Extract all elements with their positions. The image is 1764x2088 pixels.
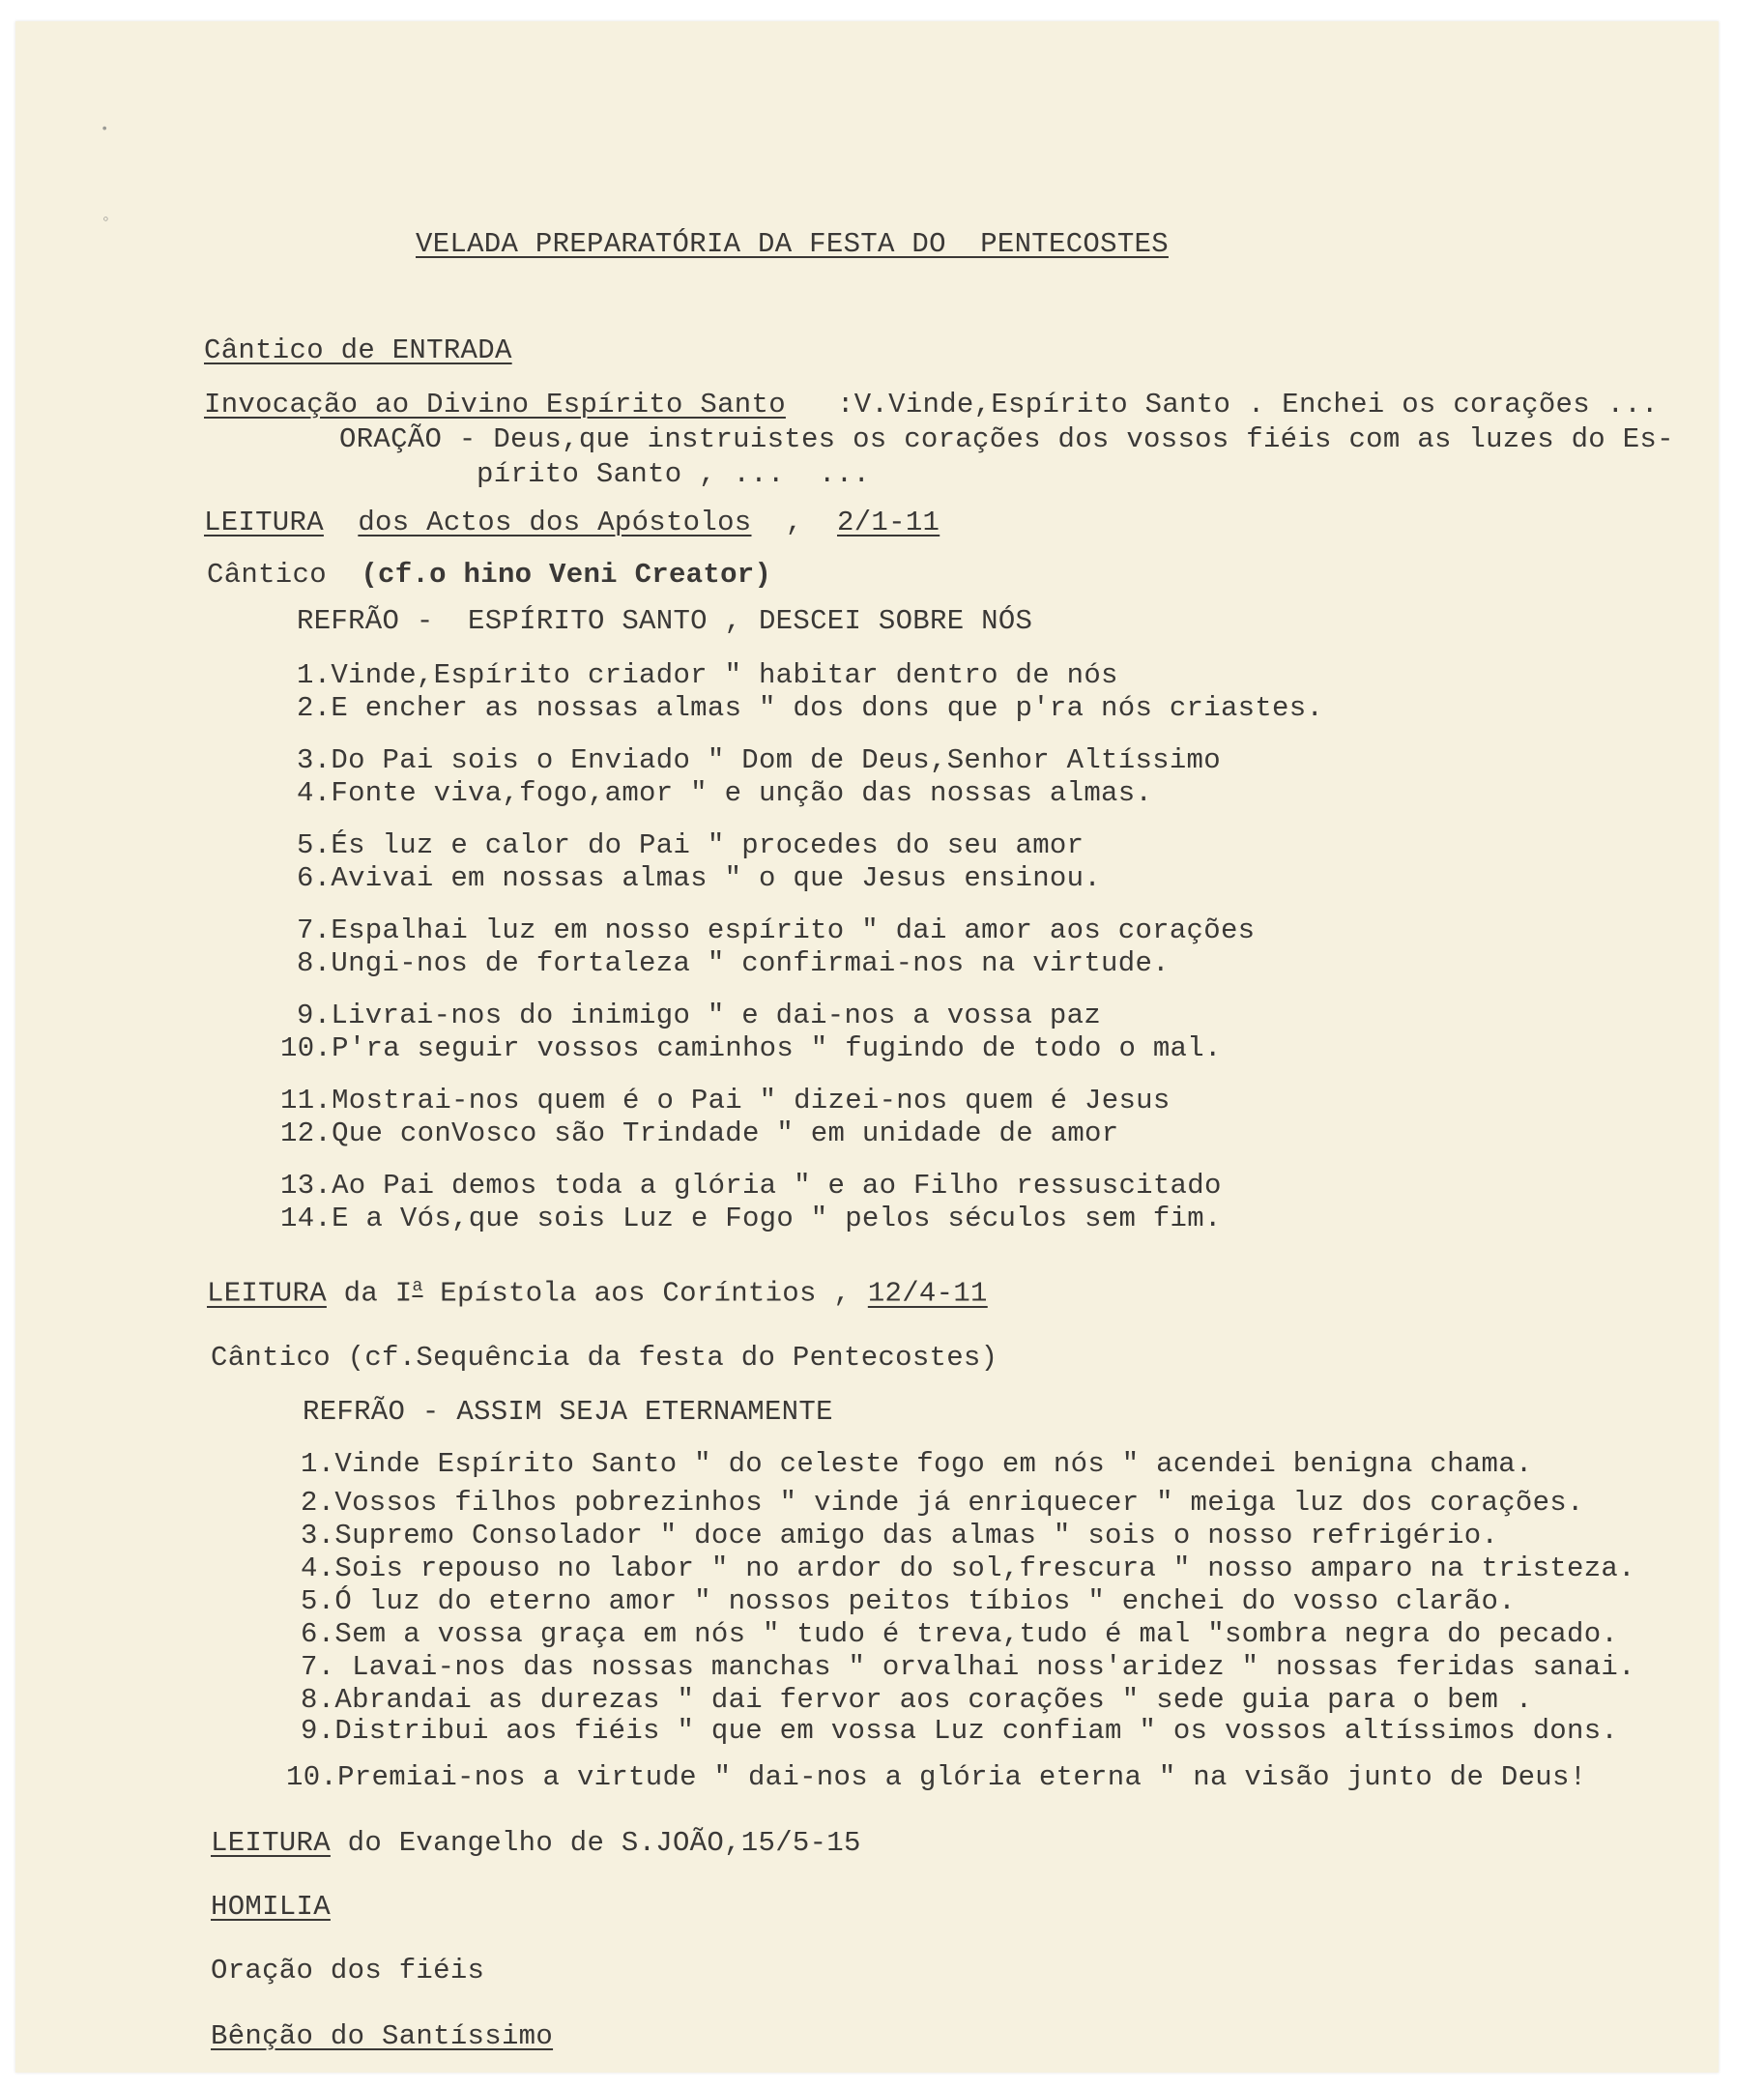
leitura-corintios-text: Epístola aos Coríntios , (440, 1277, 852, 1310)
verse: 1.Vinde,Espírito criador " habitar dentro de nós (297, 659, 1118, 691)
separator: , (785, 507, 803, 538)
verse: 1.Vinde Espírito Santo " do celeste fogo em nós " acendei benigna chama. (301, 1448, 1533, 1480)
document-title: VELADA PREPARATÓRIA DA FESTA DO PENTECOSTES (416, 228, 1169, 260)
cantico-label: Cântico (207, 559, 327, 591)
verse: 2.E encher as nossas almas " dos dons que p'ra nós criastes. (297, 692, 1324, 724)
leitura-corintios (207, 1270, 988, 1311)
invocacao-text: :V.Vinde,Espírito Santo . Enchei os corações ... (837, 389, 1659, 420)
oracao-line-1: ORAÇÃO - Deus,que instruistes os corações dos vossos fiéis com as luzes do Es- (339, 423, 1674, 455)
cantico-veni (207, 559, 771, 592)
leitura-actos-text: dos Actos dos Apóstolos (358, 507, 752, 538)
leitura-actos-ref: 2/1-11 (837, 507, 940, 538)
invocacao-label: Invocação ao Divino Espírito Santo (204, 389, 786, 420)
leitura-actos (204, 507, 940, 539)
leitura-label: LEITURA (211, 1827, 331, 1859)
leitura-label: LEITURA (207, 1277, 327, 1310)
leitura-corintios-pre: da I (343, 1277, 413, 1310)
oracao-fieis: Oração dos fiéis (211, 1955, 485, 1986)
leitura-evangelho (211, 1827, 861, 1860)
leitura-corintios-ref: 12/4-11 (867, 1277, 988, 1310)
leitura-evangelho-text: do Evangelho de S.JOÃO,15/5-15 (347, 1827, 861, 1859)
invocacao-line (204, 389, 1659, 421)
verse: 5.Ó luz do eterno amor " nossos peitos tíbios " enchei do vosso clarão. (301, 1585, 1516, 1617)
oracao-line-2: pírito Santo , ... ... (477, 458, 871, 490)
verse: 13.Ao Pai demos toda a glória " e ao Filho ressuscitado (280, 1170, 1222, 1202)
verse: 2.Vossos filhos pobrezinhos " vinde já enriquecer " meiga luz dos corações. (301, 1487, 1584, 1519)
leitura-corintios-sup: a (412, 1277, 423, 1296)
verse: 10.Premiai-nos a virtude " dai-nos a glória eterna " na visão junto de Deus! (286, 1761, 1587, 1793)
leitura-label: LEITURA (204, 507, 324, 538)
verse: 3.Supremo Consolador " doce amigo das almas " sois o nosso refrigério. (301, 1520, 1499, 1552)
verse: 5.És luz e calor do Pai " procedes do seu amor (297, 829, 1084, 861)
homilia-heading: HOMILIA (211, 1891, 331, 1923)
refrao-2: REFRÃO - ASSIM SEJA ETERNAMENTE (303, 1396, 833, 1428)
verse: 8.Abrandai as durezas " dai fervor aos corações " sede guia para o bem . (301, 1684, 1533, 1716)
verse: 12.Que conVosco são Trindade " em unidade de amor (280, 1117, 1119, 1149)
verse: 7. Lavai-nos das nossas manchas " orvalhai noss'aridez " nossas feridas sanai. (301, 1651, 1635, 1683)
verse: 4.Fonte viva,fogo,amor " e unção das nossas almas. (297, 777, 1153, 809)
cantico-sequencia: Cântico (cf.Sequência da festa do Pentecostes) (211, 1342, 998, 1374)
verse: 9.Distribui aos fiéis " que em vossa Luz confiam " os vossos altíssimos dons. (301, 1715, 1619, 1747)
verse: 9.Livrai-nos do inimigo " e dai-nos a vossa paz (297, 1000, 1102, 1031)
verse: 6.Avivai em nossas almas " o que Jesus ensinou. (297, 862, 1102, 894)
cantico-veni-text: (cf.o hino Veni Creator) (361, 559, 772, 591)
verse: 14.E a Vós,que sois Luz e Fogo " pelos séculos sem fim. (280, 1203, 1222, 1234)
verse: 10.P'ra seguir vossos caminhos " fugindo de todo o mal. (280, 1032, 1222, 1064)
bencao-heading: Bênção do Santíssimo (211, 2020, 554, 2052)
verse: 6.Sem a vossa graça em nós " tudo é treva,tudo é mal "sombra negra do pecado. (301, 1618, 1619, 1650)
verse: 7.Espalhai luz em nosso espírito " dai amor aos corações (297, 914, 1256, 946)
paper-speck: • (101, 122, 109, 137)
verse: 3.Do Pai sois o Enviado " Dom de Deus,Senhor Altíssimo (297, 744, 1221, 776)
verse: 11.Mostrai-nos quem é o Pai " dizei-nos quem é Jesus (280, 1085, 1171, 1116)
refrao-1: REFRÃO - ESPÍRITO SANTO , DESCEI SOBRE NÓS (297, 605, 1033, 637)
verse: 8.Ungi-nos de fortaleza " confirmai-nos na virtude. (297, 947, 1170, 979)
paper-speck: ◦ (101, 211, 111, 230)
document-page (15, 21, 1719, 2073)
entrada-heading: Cântico de ENTRADA (204, 334, 512, 366)
verse: 4.Sois repouso no labor " no ardor do sol,frescura " nosso amparo na tristeza. (301, 1552, 1635, 1584)
